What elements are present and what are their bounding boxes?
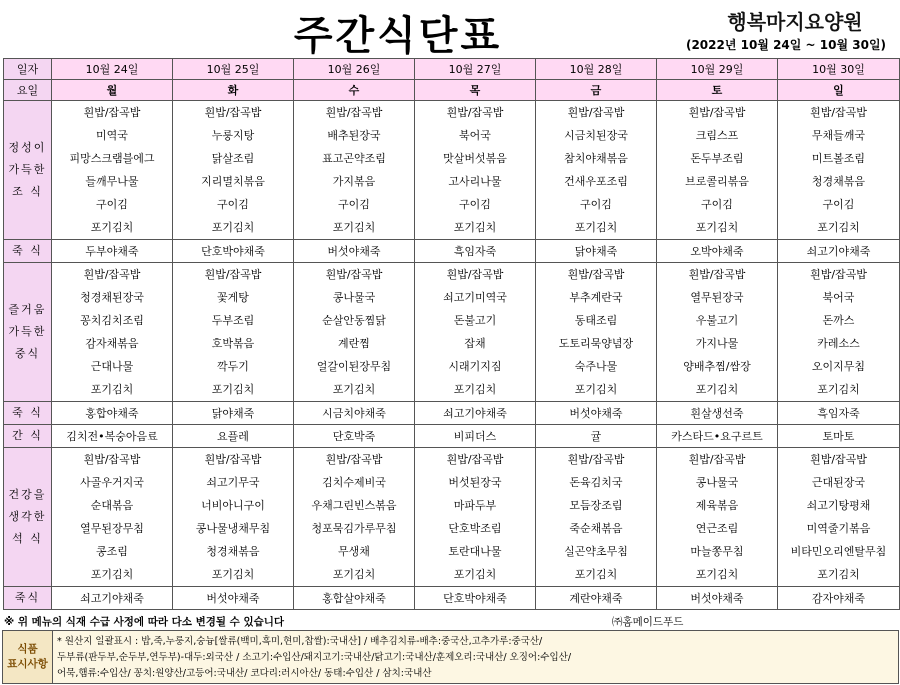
day-name-cell: 목 <box>415 80 536 101</box>
lunch-day-cell <box>536 263 657 402</box>
menu-item: 흰밥/잡곡밥 <box>204 453 262 466</box>
menu-item: 포기김치 <box>574 568 618 581</box>
menu-item: 시금치야채죽 <box>294 402 415 425</box>
day-name-cell: 수 <box>294 80 415 101</box>
menu-item: 포기김치 <box>453 383 497 396</box>
lunch-day-cell <box>778 263 900 402</box>
menu-item: 순살안동찜닭 <box>322 314 386 327</box>
dinner-porridge-label: 죽식 <box>4 587 52 610</box>
menu-item: 시금치된장국 <box>564 129 628 142</box>
menu-item: 무생채 <box>338 545 370 558</box>
menu-item: 쇠고기야채죽 <box>778 240 900 263</box>
menu-item: 버섯야채죽 <box>657 587 778 610</box>
lunch-label-line: 가득한 <box>8 325 47 338</box>
menu-item: 사골우거지국 <box>80 476 144 489</box>
menu-item: 흰밥/잡곡밥 <box>810 268 867 281</box>
date-cell: 10월 24일 <box>52 59 173 80</box>
menu-item: 닭야채죽 <box>173 402 294 425</box>
menu-item: 포기김치 <box>817 568 860 581</box>
menu-item: 열무된장국 <box>690 291 744 304</box>
menu-item: 흰밥/잡곡밥 <box>446 268 504 281</box>
menu-item: 너비아니구이 <box>201 499 265 512</box>
menu-item: 돈두부조림 <box>690 152 744 165</box>
organization-name: 행복마지요양원 <box>727 10 863 34</box>
menu-item: 무채들깨국 <box>811 129 866 142</box>
menu-item: 동태조림 <box>574 314 618 327</box>
menu-item: 구이김 <box>701 198 733 211</box>
breakfast-day-cell <box>657 101 778 240</box>
dinner-label-line: 생각한 <box>8 510 47 523</box>
menu-item: 흰밥/잡곡밥 <box>567 268 625 281</box>
menu-item: 김치전•복숭아음료 <box>52 425 173 448</box>
dinner-day-cell <box>294 448 415 587</box>
menu-item: 흰밥/잡곡밥 <box>83 453 141 466</box>
page-header <box>0 0 900 58</box>
menu-item: 비피더스 <box>415 425 536 448</box>
menu-item: 순대볶음 <box>90 499 134 512</box>
morning-porridge-row <box>4 240 900 263</box>
dinner-day-cell <box>657 448 778 587</box>
weekly-menu-table <box>3 58 900 610</box>
menu-item: 구이김 <box>459 198 491 211</box>
menu-item: 오박야채죽 <box>657 240 778 263</box>
supplier-name: ㈜홈메이드푸드 <box>612 616 684 628</box>
breakfast-day-cell <box>415 101 536 240</box>
dinner-day-cell <box>173 448 294 587</box>
menu-item: 쇠고기무국 <box>206 476 260 489</box>
menu-item: 버섯야채죽 <box>294 240 415 263</box>
menu-item: 포기김치 <box>90 568 134 581</box>
menu-item: 닭야채죽 <box>536 240 657 263</box>
menu-item: 마파두부 <box>453 499 497 512</box>
menu-item: 실곤약초무침 <box>564 545 628 558</box>
menu-item: 우불고기 <box>695 314 739 327</box>
menu-item: 지리멸치볶음 <box>201 175 265 188</box>
menu-item: 우채그린빈스볶음 <box>311 499 397 512</box>
menu-item: 콩나물국 <box>695 476 739 489</box>
menu-item: 계란야채죽 <box>536 587 657 610</box>
menu-item: 꽃게탕 <box>217 291 249 304</box>
lunch-label <box>4 263 52 402</box>
menu-item: 계란찜 <box>338 337 370 350</box>
menu-item: 단호박야채죽 <box>415 587 536 610</box>
menu-item: 토마토 <box>778 425 900 448</box>
menu-item: 흰밥/잡곡밥 <box>567 106 625 119</box>
menu-item: 단호박야채죽 <box>173 240 294 263</box>
menu-item: 버섯야채죽 <box>173 587 294 610</box>
day-name-cell: 금 <box>536 80 657 101</box>
menu-item: 흰밥/잡곡밥 <box>204 268 262 281</box>
breakfast-label-line: 조 식 <box>12 185 43 198</box>
menu-item: 닭살조림 <box>211 152 255 165</box>
menu-period: (2022년 10월 24일 ~ 10월 30일) <box>685 38 887 52</box>
menu-item: 크림스프 <box>695 129 739 142</box>
day-header-label: 요일 <box>4 80 52 101</box>
menu-item: 청포묵김가루무침 <box>311 522 397 535</box>
menu-item: 흰밥/잡곡밥 <box>446 106 504 119</box>
dinner-day-cell <box>536 448 657 587</box>
menu-item: 콩나물국 <box>332 291 376 304</box>
lunch-day-cell <box>52 263 173 402</box>
menu-item: 꽁치김치조림 <box>80 314 144 327</box>
lunch-row <box>4 263 900 402</box>
menu-item: 흰밥/잡곡밥 <box>446 453 504 466</box>
day-name-cell: 일 <box>778 80 900 101</box>
lunch-porridge-row <box>4 402 900 425</box>
day-name-cell: 월 <box>52 80 173 101</box>
dinner-day-cell <box>415 448 536 587</box>
menu-item: 구이김 <box>96 198 128 211</box>
dinner-label-line: 석 식 <box>12 532 43 545</box>
menu-item: 포기김치 <box>90 383 134 396</box>
menu-item: 단호박죽 <box>294 425 415 448</box>
day-name-cell: 토 <box>657 80 778 101</box>
breakfast-label-line: 정성이 <box>8 141 47 154</box>
menu-item: 포기김치 <box>695 568 739 581</box>
origin-label-line: 식품 <box>17 643 38 655</box>
day-name-cell: 화 <box>173 80 294 101</box>
lunch-day-cell <box>173 263 294 402</box>
day-row <box>4 80 900 101</box>
lunch-porridge-label: 죽 식 <box>4 402 52 425</box>
breakfast-day-cell <box>173 101 294 240</box>
snack-label: 간 식 <box>4 425 52 448</box>
change-notice: ※ 위 메뉴의 식재 수급 사정에 따라 다소 변경될 수 있습니다 <box>4 616 285 628</box>
date-cell: 10월 30일 <box>778 59 900 80</box>
breakfast-day-cell <box>778 101 900 240</box>
menu-item: 단호박조림 <box>448 522 502 535</box>
menu-item: 구이김 <box>338 198 370 211</box>
menu-item: 포기김치 <box>574 221 618 234</box>
origin-line: 두부류(판두부,순두부,연두부)-대두:외국산 / 소고기:수입산/돼지고기:국내산/닭고기:국내산/훈제오리:국내산/ 오징어:수입산/ <box>57 652 572 663</box>
menu-item: 시래기지짐 <box>448 360 502 373</box>
menu-item: 돈까스 <box>822 314 855 327</box>
menu-item: 표고곤약조림 <box>322 152 386 165</box>
menu-item: 흰밥/잡곡밥 <box>810 453 867 466</box>
menu-item: 북어국 <box>459 129 491 142</box>
menu-item: 포기김치 <box>453 568 497 581</box>
menu-item: 미트볼조림 <box>811 152 866 165</box>
menu-item: 포기김치 <box>574 383 618 396</box>
menu-item: 쇠고기미역국 <box>443 291 507 304</box>
snack-row <box>4 425 900 448</box>
menu-item: 죽순채볶음 <box>569 522 623 535</box>
menu-item: 고사리나물 <box>448 175 502 188</box>
breakfast-label-line: 가득한 <box>8 163 47 176</box>
menu-item: 쇠고기탕평채 <box>806 499 871 512</box>
lunch-day-cell <box>294 263 415 402</box>
dinner-label-line: 건강을 <box>8 488 47 501</box>
menu-item: 포기김치 <box>332 383 376 396</box>
menu-item: 참치야채볶음 <box>564 152 628 165</box>
menu-item: 쇠고기야채죽 <box>415 402 536 425</box>
menu-item: 홍합살야채죽 <box>294 587 415 610</box>
menu-item: 비타민오리엔탈무침 <box>790 545 887 558</box>
menu-item: 오이지무침 <box>811 360 866 373</box>
menu-item: 포기김치 <box>90 221 134 234</box>
menu-item: 열무된장무침 <box>80 522 144 535</box>
menu-item: 미역국 <box>96 129 128 142</box>
menu-item: 두부조림 <box>211 314 255 327</box>
menu-item: 포기김치 <box>817 221 860 234</box>
breakfast-label <box>4 101 52 240</box>
dinner-day-cell <box>778 448 900 587</box>
menu-item: 가지볶음 <box>332 175 376 188</box>
menu-item: 포기김치 <box>695 383 739 396</box>
breakfast-day-cell <box>294 101 415 240</box>
menu-item: 피망스크램블에그 <box>69 152 155 165</box>
date-cell: 10월 27일 <box>415 59 536 80</box>
menu-item: 두부야채죽 <box>52 240 173 263</box>
menu-item: 청경채볶음 <box>206 545 260 558</box>
menu-item: 버섯된장국 <box>448 476 502 489</box>
menu-item: 흰밥/잡곡밥 <box>325 268 383 281</box>
menu-item: 토란대나물 <box>448 545 502 558</box>
menu-item: 모듬장조림 <box>569 499 623 512</box>
menu-item: 얼갈이된장무침 <box>316 360 392 373</box>
menu-item: 카레소스 <box>817 337 860 350</box>
menu-item: 흰밥/잡곡밥 <box>810 106 867 119</box>
menu-item: 흰밥/잡곡밥 <box>83 106 141 119</box>
lunch-label-line: 즐거움 <box>8 303 47 316</box>
date-cell: 10월 25일 <box>173 59 294 80</box>
menu-item: 깍두기 <box>217 360 249 373</box>
date-row <box>4 59 900 80</box>
menu-item: 호박볶음 <box>211 337 255 350</box>
date-header-label: 일자 <box>4 59 52 80</box>
menu-item: 제육볶음 <box>695 499 739 512</box>
menu-item: 연근조림 <box>695 522 739 535</box>
menu-item: 감자야채죽 <box>778 587 900 610</box>
origin-label-line: 표시사항 <box>7 658 48 670</box>
menu-item: 카스타드•요구르트 <box>657 425 778 448</box>
menu-item: 누룽지탕 <box>211 129 255 142</box>
dinner-label <box>4 448 52 587</box>
origin-line: * 원산지 일괄표시 : 밥,죽,누룽지,숭늉[쌀류(백미,흑미,현미,찹쌀):국내산] / 배추김치류-배추:중국산,고추가루:중국산/ <box>57 636 543 647</box>
menu-item: 흰살생선죽 <box>657 402 778 425</box>
menu-item: 양배추찜/쌈장 <box>683 360 751 373</box>
menu-item: 흰밥/잡곡밥 <box>688 106 746 119</box>
menu-item: 흰밥/잡곡밥 <box>688 453 746 466</box>
origin-line: 어묵,햄류:수입산/ 꽁치:원양산/고등어:국내산/ 코다리:러시아산/ 동태:수입산 / 삼치:국내산 <box>57 668 432 679</box>
menu-item: 콩나물냉채무침 <box>195 522 271 535</box>
menu-item: 포기김치 <box>211 221 255 234</box>
menu-item: 청경채된장국 <box>80 291 144 304</box>
date-cell: 10월 28일 <box>536 59 657 80</box>
menu-item: 청경채볶음 <box>811 175 866 188</box>
menu-item: 들깨무나물 <box>85 175 139 188</box>
menu-item: 맛살버섯볶음 <box>443 152 507 165</box>
menu-item: 마늘쫑무침 <box>690 545 744 558</box>
menu-item: 요플레 <box>173 425 294 448</box>
menu-item: 근대된장국 <box>811 476 866 489</box>
menu-item: 브로콜리볶음 <box>685 175 749 188</box>
menu-item: 흑임자죽 <box>415 240 536 263</box>
menu-item: 흑임자죽 <box>778 402 900 425</box>
menu-item: 쇠고기야채죽 <box>52 587 173 610</box>
menu-item: 흰밥/잡곡밥 <box>567 453 625 466</box>
menu-item: 돈육김치국 <box>569 476 623 489</box>
menu-item: 미역줄기볶음 <box>806 522 871 535</box>
menu-item: 흰밥/잡곡밥 <box>83 268 141 281</box>
menu-item: 포기김치 <box>211 383 255 396</box>
menu-item: 포기김치 <box>332 221 376 234</box>
menu-item: 돈불고기 <box>453 314 497 327</box>
menu-item: 부추계란국 <box>569 291 623 304</box>
menu-item: 감자채볶음 <box>85 337 139 350</box>
menu-item: 포기김치 <box>453 221 497 234</box>
menu-item: 포기김치 <box>817 383 860 396</box>
menu-item: 도토리묵양념장 <box>558 337 634 350</box>
menu-item: 배추된장국 <box>327 129 381 142</box>
food-origin-box <box>2 630 899 684</box>
menu-item: 구이김 <box>580 198 612 211</box>
menu-item: 구이김 <box>217 198 249 211</box>
breakfast-day-cell <box>52 101 173 240</box>
menu-item: 버섯야채죽 <box>536 402 657 425</box>
menu-item: 숙주나물 <box>574 360 618 373</box>
menu-item: 가지나물 <box>695 337 739 350</box>
menu-item: 흰밥/잡곡밥 <box>204 106 262 119</box>
date-cell: 10월 29일 <box>657 59 778 80</box>
page-title: 주간식단표 <box>293 13 503 59</box>
menu-item: 근대나물 <box>90 360 134 373</box>
menu-item: 흰밥/잡곡밥 <box>688 268 746 281</box>
origin-label <box>3 631 53 683</box>
menu-item: 귤 <box>536 425 657 448</box>
menu-item: 홍합야채죽 <box>52 402 173 425</box>
dinner-porridge-row <box>4 587 900 610</box>
date-cell: 10월 26일 <box>294 59 415 80</box>
lunch-day-cell <box>657 263 778 402</box>
origin-text <box>53 631 898 683</box>
breakfast-day-cell <box>536 101 657 240</box>
menu-item: 건새우포조림 <box>564 175 628 188</box>
menu-item: 흰밥/잡곡밥 <box>325 453 383 466</box>
menu-item: 흰밥/잡곡밥 <box>325 106 383 119</box>
lunch-day-cell <box>415 263 536 402</box>
menu-item: 포기김치 <box>332 568 376 581</box>
menu-item: 포기김치 <box>695 221 739 234</box>
menu-item: 김치수제비국 <box>322 476 386 489</box>
menu-item: 북어국 <box>822 291 855 304</box>
dinner-day-cell <box>52 448 173 587</box>
dinner-row <box>4 448 900 587</box>
lunch-label-line: 중식 <box>14 347 41 360</box>
menu-item: 포기김치 <box>211 568 255 581</box>
breakfast-row <box>4 101 900 240</box>
menu-item: 콩조림 <box>96 545 128 558</box>
morning-porridge-label: 죽 식 <box>4 240 52 263</box>
menu-item: 잡채 <box>464 337 486 350</box>
menu-item: 구이김 <box>822 198 855 211</box>
